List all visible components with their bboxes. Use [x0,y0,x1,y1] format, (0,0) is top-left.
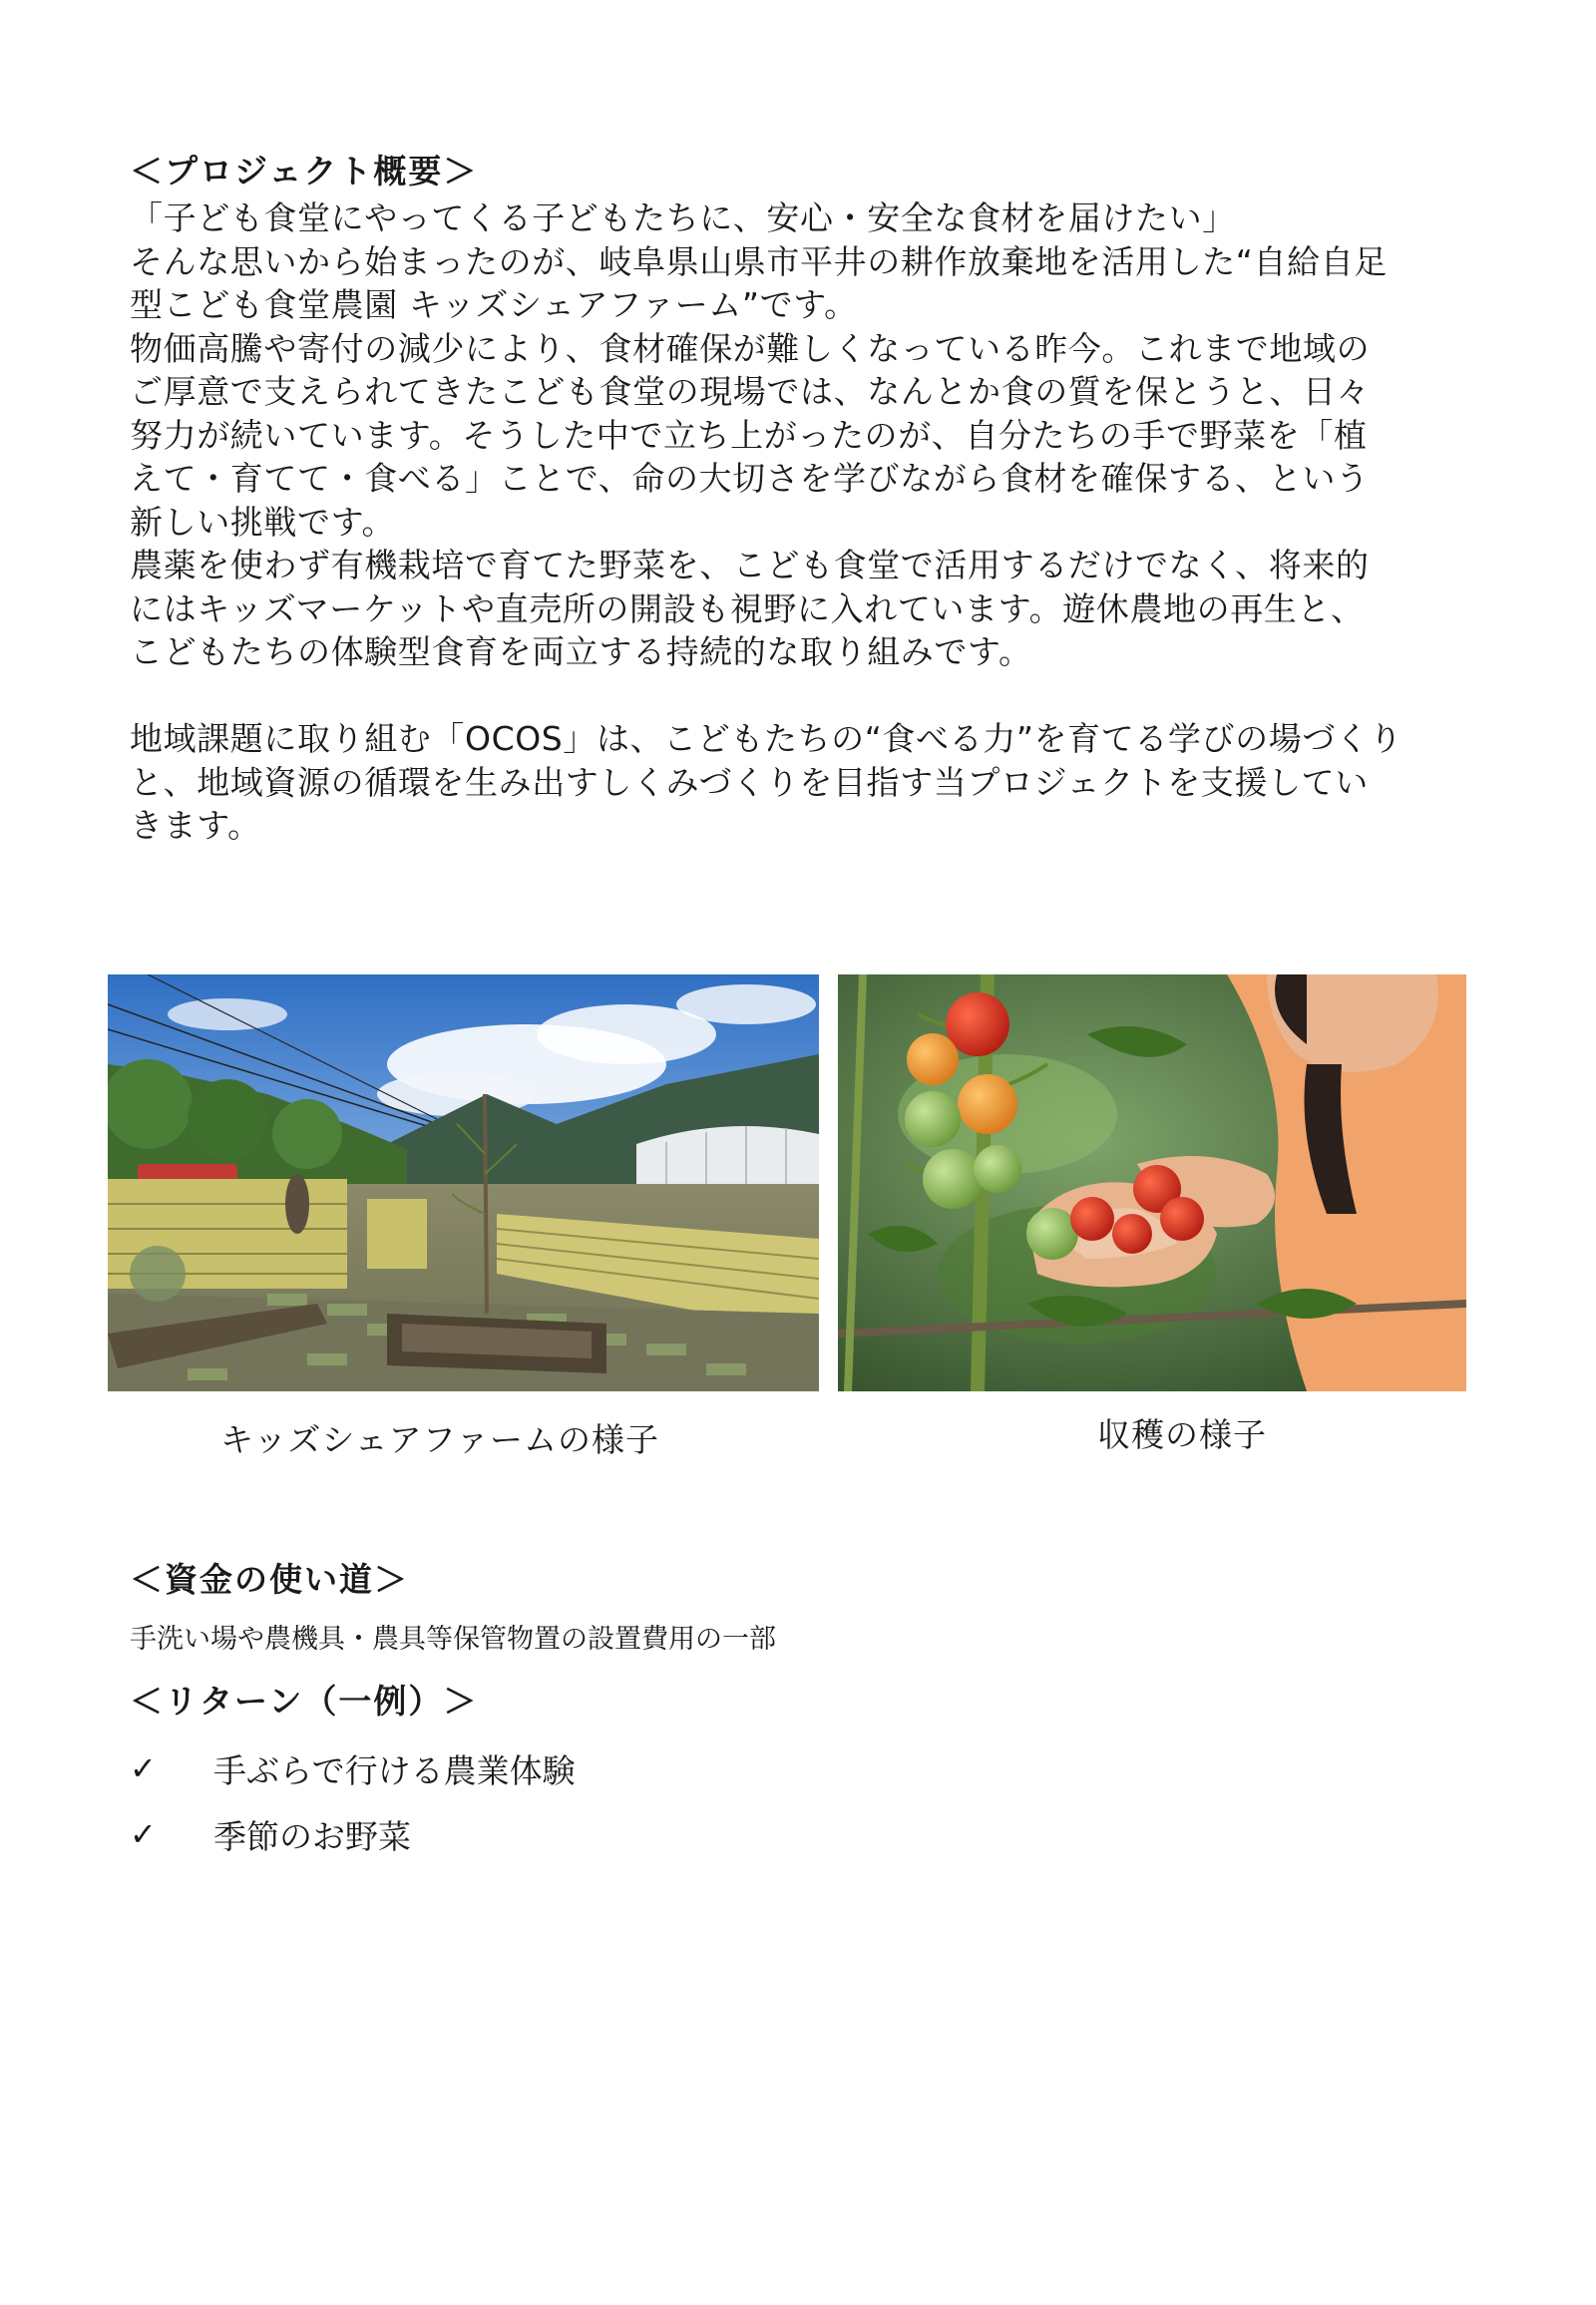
farm-photo-image [108,974,819,1391]
checkmark-icon: ✓ [130,1815,157,1853]
project-overview-body [130,196,1486,848]
harvest-photo-caption: 収穫の様子 [1097,1415,1267,1454]
overview-line: ご厚意で支えられてきたこども食堂の現場では、なんとか食の質を保とうと、日々 [130,372,1371,411]
funds-usage-heading: ＜資金の使い道＞ [130,1560,409,1599]
overview-line: 物価高騰や寄付の減少により、食材確保が難しくなっている昨今。これまで地域の [130,328,1371,368]
paragraph-spacer [130,674,1486,718]
return-item [130,1735,576,1801]
overview-line: 型こども食堂農園 キッズシェアファーム”です。 [130,285,858,324]
farm-photo [108,974,819,1391]
overview-line: 「子ども食堂にやってくる子どもたちに、安心・安全な食材を届けたい」 [130,198,1236,237]
checkmark-icon: ✓ [130,1749,157,1787]
overview-line: えて・育てて・食べる」ことで、命の大切さを学びながら食材を確保する、という [130,459,1370,498]
farm-photo-caption: キッズシェアファームの様子 [220,1420,660,1459]
project-overview-heading: ＜プロジェクト概要＞ [130,152,479,191]
overview-line: にはキッズマーケットや直売所の開設も視野に入れています。遊休農地の再生と、 [130,588,1365,628]
overview-paragraph [130,196,1486,674]
return-item [130,1801,576,1867]
returns-list [130,1735,576,1867]
harvest-photo-image [838,974,1466,1391]
return-item-label: 季節のお野菜 [213,1816,411,1856]
overview-line: 努力が続いています。そうした中で立ち上がったのが、自分たちの手で野菜を「植 [130,415,1368,455]
overview-line: 新しい挑戦です。 [130,502,396,542]
support-paragraph [130,717,1486,848]
overview-line: 農薬を使わず有機栽培で育てた野菜を、こども食堂で活用するだけでなく、将来的 [130,546,1370,584]
returns-heading: ＜リターン（一例）＞ [130,1682,479,1721]
support-line: と、地域資源の循環を生み出すしくみづくりを目指す当プロジェクトを支援してい [130,762,1369,802]
overview-line: こどもたちの体験型食育を両立する持続的な取り組みです。 [130,632,1032,671]
support-line: 地域課題に取り組む「OCOS」は、こどもたちの“食べる力”を育てる学びの場づくり [130,719,1403,758]
support-line: きます。 [130,806,261,845]
funds-usage-text: 手洗い場や農機具・農具等保管物置の設置費用の一部 [130,1624,776,1655]
harvest-photo [838,974,1466,1391]
overview-line: そんな思いから始まったのが、岐阜県山県市平井の耕作放棄地を活用した“自給自足 [130,241,1388,281]
return-item-label: 手ぶらで行ける農業体験 [213,1750,576,1790]
